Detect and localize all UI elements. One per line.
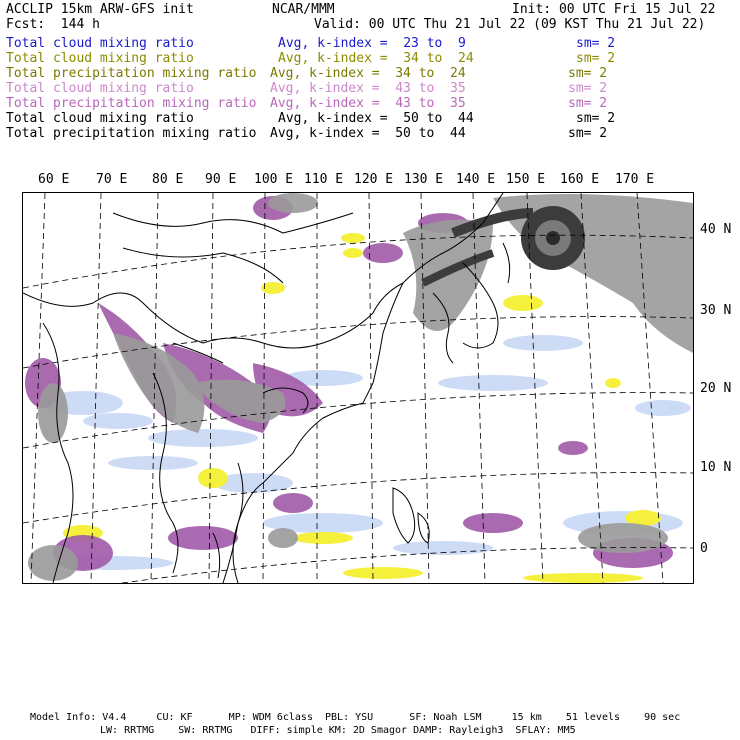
legend-field: Total cloud mixing ratio bbox=[6, 111, 194, 126]
lon-label: 80 E bbox=[152, 172, 184, 187]
lat-label: 40 N bbox=[700, 222, 732, 237]
legend-sm: sm= 2 bbox=[568, 66, 608, 81]
lat-label: 0 bbox=[700, 541, 708, 556]
legend-avg: Avg, k-index = 23 to 9 bbox=[278, 36, 466, 51]
legend-avg: Avg, k-index = 34 to 24 bbox=[270, 66, 466, 81]
legend-field: Total precipitation mixing ratio bbox=[6, 126, 257, 141]
map-panel bbox=[22, 192, 694, 584]
lon-label: 160 E bbox=[560, 172, 600, 187]
legend-sm: sm= 2 bbox=[568, 96, 608, 111]
legend-field: Total cloud mixing ratio bbox=[6, 36, 194, 51]
legend-avg: Avg, k-index = 34 to 24 bbox=[278, 51, 474, 66]
legend-field: Total precipitation mixing ratio bbox=[6, 96, 257, 111]
model-info-line2: LW: RRTMG SW: RRTMG DIFF: simple KM: 2D Smagor DAMP: Rayleigh3 SFLAY: MM5 bbox=[100, 725, 576, 736]
legend-avg: Avg, k-index = 43 to 35 bbox=[270, 96, 466, 111]
legend-field: Total precipitation mixing ratio bbox=[6, 66, 257, 81]
lon-label: 120 E bbox=[354, 172, 394, 187]
init-time: Init: 00 UTC Fri 15 Jul 22 bbox=[512, 2, 716, 17]
lon-label: 150 E bbox=[506, 172, 546, 187]
model-title: ACCLIP 15km ARW-GFS init bbox=[6, 2, 194, 17]
lon-label: 90 E bbox=[205, 172, 237, 187]
legend-field: Total cloud mixing ratio bbox=[6, 81, 194, 96]
legend-sm: sm= 2 bbox=[576, 36, 616, 51]
lon-label: 60 E bbox=[38, 172, 70, 187]
valid-time: Valid: 00 UTC Thu 21 Jul 22 (09 KST Thu 21 Jul 22) bbox=[314, 17, 706, 32]
legend-field: Total cloud mixing ratio bbox=[6, 51, 194, 66]
legend-avg: Avg, k-index = 50 to 44 bbox=[270, 126, 466, 141]
lat-label: 20 N bbox=[700, 381, 732, 396]
lon-label: 100 E bbox=[254, 172, 294, 187]
legend-avg: Avg, k-index = 43 to 35 bbox=[270, 81, 466, 96]
lon-label: 70 E bbox=[96, 172, 128, 187]
lon-label: 110 E bbox=[304, 172, 344, 187]
forecast-hour: Fcst: 144 h bbox=[6, 17, 100, 32]
org-label: NCAR/MMM bbox=[272, 2, 335, 17]
legend-sm: sm= 2 bbox=[568, 126, 608, 141]
lon-label: 170 E bbox=[615, 172, 655, 187]
lat-label: 10 N bbox=[700, 460, 732, 475]
legend-sm: sm= 2 bbox=[576, 51, 616, 66]
model-info-line1: Model Info: V4.4 CU: KF MP: WDM 6class PBL: YSU SF: Noah LSM 15 km 51 levels 90 sec bbox=[30, 712, 681, 723]
map-canvas bbox=[23, 193, 693, 583]
legend-avg: Avg, k-index = 50 to 44 bbox=[278, 111, 474, 126]
lon-label: 130 E bbox=[404, 172, 444, 187]
legend-sm: sm= 2 bbox=[568, 81, 608, 96]
lon-label: 140 E bbox=[456, 172, 496, 187]
lat-label: 30 N bbox=[700, 303, 732, 318]
legend-sm: sm= 2 bbox=[576, 111, 616, 126]
